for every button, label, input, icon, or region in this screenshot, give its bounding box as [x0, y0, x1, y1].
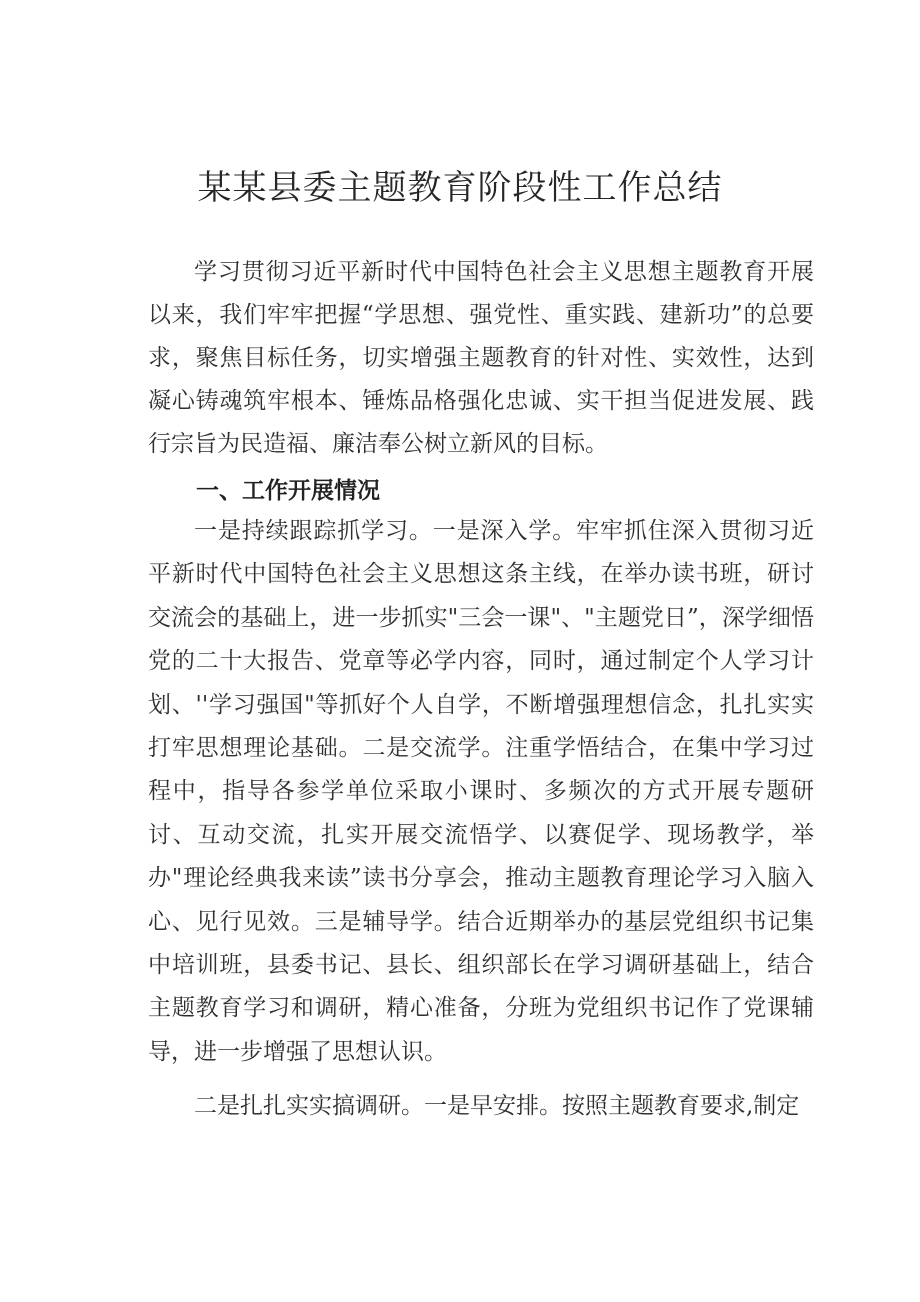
section-heading: 一、工作开展情况 — [196, 478, 380, 504]
research-paragraph: 二是扎扎实实搞调研。一是早安排。按照主题教育要求,制定 — [194, 1093, 800, 1119]
intro-paragraph: 学习贯彻习近平新时代中国特色社会主义思想主题教育开展以来，我们牢牢把握“学思想、强党性、重实践、建新功”的总要求，聚焦目标任务，切实增强主题教育的针对性、实效性，达到凝心铸魂筑牢根本、锤炼品格强化忠诚、实干担当促进发展、践行宗旨为民造福、廉洁奉公树立新风的目标。 — [148, 259, 814, 457]
document-title: 某某县委主题教育阶段性工作总结 — [197, 168, 723, 208]
study-paragraph: 一是持续跟踪抓学习。一是深入学。牢牢抓住深入贯彻习近平新时代中国特色社会主义思想这条主线，在举办读书班，研讨交流会的基础上，进一步抓实"三会一课"、"主题党日”，深学细悟党的二十大报告、党章等必学内容，同时，通过制定个人学习计划、''学习强国"等抓好个人自学，不断增强理想信念，扎扎实实打牢思想理论基础。二是交流学。注重学悟结合，在集中学习过程中，指导各参学单位采取小课时、多频次的方式开展专题研讨、互动交流，扎实开展交流悟学、以赛促学、现场教学，举办"理论经典我来读”读书分享会，推动主题教育理论学习入脑入心、见行见效。三是辅导学。结合近期举办的基层党组织书记集中培训班，县委书记、县长、组织部长在学习调研基础上，结合主题教育学习和调研，精心准备，分班为党组织书记作了党课辅导，进一步增强了思想认识。 — [148, 518, 814, 1065]
